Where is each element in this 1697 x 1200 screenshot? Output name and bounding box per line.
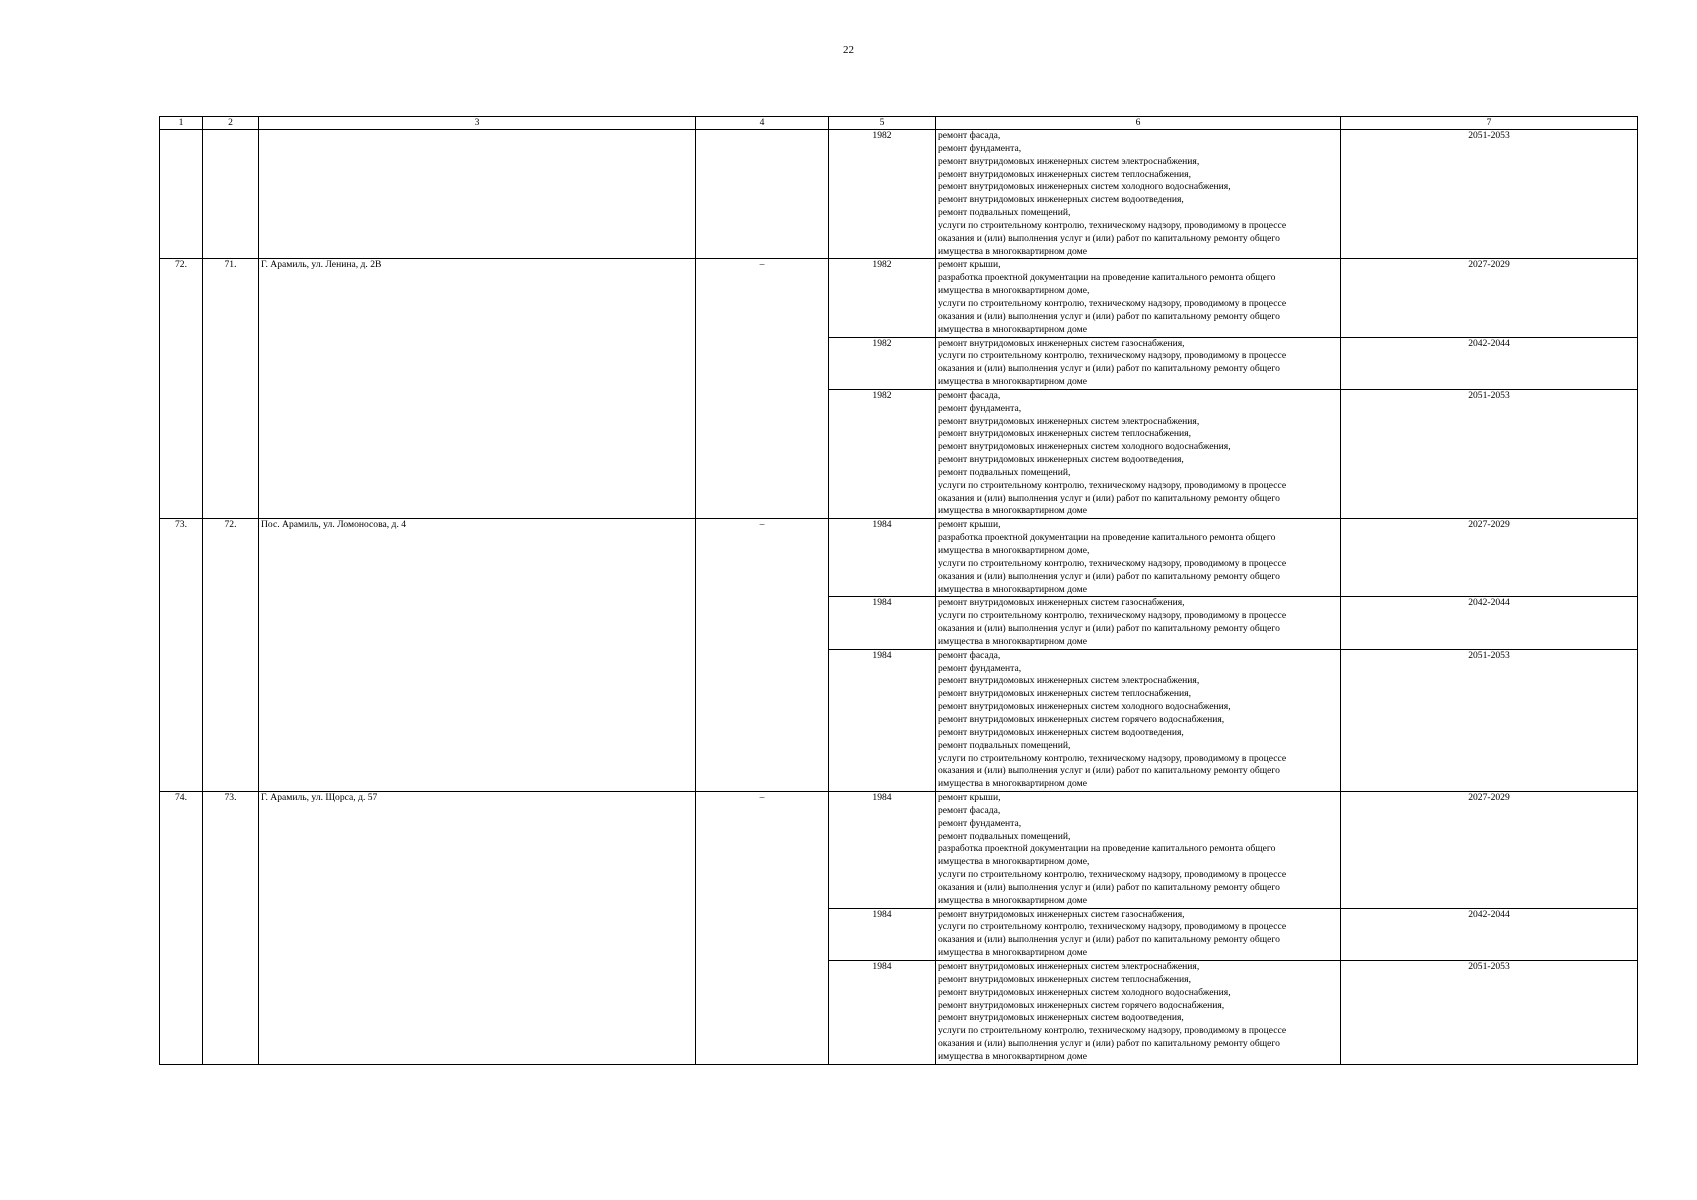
work-item: оказания и (или) выполнения услуг и (или) работ по капитальному ремонту общего — [938, 232, 1280, 244]
col4-cell: – — [696, 259, 829, 519]
column-header: 3 — [259, 117, 696, 130]
table-row — [160, 519, 1638, 597]
number-cell — [160, 130, 203, 259]
period-cell: 2042-2044 — [1341, 337, 1638, 389]
work-item: имущества в многоквартирном доме — [938, 583, 1087, 595]
work-item: ремонт внутридомовых инженерных систем теплоснабжения, — [938, 688, 1191, 700]
work-item: ремонт внутридомовых инженерных систем водоотведения, — [938, 1012, 1184, 1024]
work-item: разработка проектной документации на проведение капитального ремонта общего — [938, 272, 1276, 284]
work-item: ремонт фундамента, — [938, 662, 1022, 674]
work-item: ремонт подвальных помещений, — [938, 466, 1071, 478]
work-item: имущества в многоквартирном доме, — [938, 856, 1090, 868]
column-header: 2 — [203, 117, 259, 130]
work-item: оказания и (или) выполнения услуг и (или) работ по капитальному ремонту общего — [938, 1038, 1280, 1050]
year-cell: 1982 — [829, 389, 936, 518]
year-cell: 1984 — [829, 519, 936, 597]
work-item: оказания и (или) выполнения услуг и (или) работ по капитальному ремонту общего — [938, 934, 1280, 946]
work-item: оказания и (или) выполнения услуг и (или) работ по капитальному ремонту общего — [938, 570, 1280, 582]
work-item: ремонт внутридомовых инженерных систем газоснабжения, — [938, 908, 1185, 920]
work-item: имущества в многоквартирном доме, — [938, 285, 1090, 297]
work-item: имущества в многоквартирном доме, — [938, 545, 1090, 556]
column-number-row — [160, 117, 1638, 130]
year-cell: 1982 — [829, 130, 936, 259]
work-item: разработка проектной документации на проведение капитального ремонта общего — [938, 843, 1276, 855]
table-row — [160, 792, 1638, 909]
period-cell: 2051-2053 — [1341, 961, 1638, 1065]
work-item: ремонт внутридомовых инженерных систем водоотведения, — [938, 194, 1184, 206]
work-item: оказания и (или) выполнения услуг и (или) работ по капитальному ремонту общего — [938, 363, 1280, 375]
year-cell: 1984 — [829, 792, 936, 909]
work-item: ремонт внутридомовых инженерных систем электроснабжения, — [938, 675, 1200, 687]
period-cell: 2051-2053 — [1341, 649, 1638, 791]
work-item: оказания и (или) выполнения услуг и (или) работ по капитальному ремонту общего — [938, 623, 1280, 635]
number-cell: 72. — [160, 259, 203, 519]
work-item: ремонт крыши, — [938, 259, 1001, 271]
work-item: оказания и (или) выполнения услуг и (или) работ по капитальному ремонту общего — [938, 881, 1280, 893]
column-header: 1 — [160, 117, 203, 130]
work-item: услуги по строительному контролю, техническому надзору, проводимому в процессе — [938, 297, 1287, 309]
work-item: ремонт внутридомовых инженерных систем холодного водоснабжения, — [938, 701, 1231, 713]
work-item: ремонт фасада, — [938, 804, 1001, 816]
year-cell: 1982 — [829, 337, 936, 389]
work-item: ремонт внутридомовых инженерных систем теплоснабжения, — [938, 428, 1191, 440]
number-cell: 73. — [160, 519, 203, 792]
work-item: имущества в многоквартирном доме — [938, 778, 1087, 790]
work-item: ремонт внутридомовых инженерных систем теплоснабжения, — [938, 168, 1191, 180]
year-cell: 1984 — [829, 649, 936, 791]
works-cell — [936, 519, 1341, 597]
col4-cell — [696, 130, 829, 259]
address-cell — [259, 130, 696, 259]
work-item: ремонт внутридомовых инженерных систем горячего водоснабжения, — [938, 713, 1225, 725]
column-header: 4 — [696, 117, 829, 130]
year-cell: 1984 — [829, 961, 936, 1065]
work-item: ремонт фасада, — [938, 649, 1001, 661]
work-item: услуги по строительному контролю, техническому надзору, проводимому в процессе — [938, 752, 1287, 764]
work-item: услуги по строительному контролю, техническому надзору, проводимому в процессе — [938, 557, 1287, 569]
address-cell: Г. Арамиль, ул. Ленина, д. 2В — [259, 259, 696, 519]
period-cell: 2027-2029 — [1341, 519, 1638, 597]
works-cell — [936, 259, 1341, 337]
col4-cell: – — [696, 792, 829, 1065]
work-item: ремонт крыши, — [938, 792, 1001, 804]
works-cell — [936, 337, 1341, 389]
work-item: ремонт внутридомовых инженерных систем электроснабжения, — [938, 961, 1200, 972]
work-item: услуги по строительному контролю, техническому надзору, проводимому в процессе — [938, 219, 1287, 231]
work-item: ремонт внутридомовых инженерных систем водоотведения, — [938, 726, 1184, 738]
works-cell — [936, 908, 1341, 960]
work-item: оказания и (или) выполнения услуг и (или) работ по капитальному ремонту общего — [938, 765, 1280, 777]
work-item: ремонт подвальных помещений, — [938, 739, 1071, 751]
year-cell: 1984 — [829, 597, 936, 649]
capital-repair-table — [159, 116, 1638, 1065]
work-item: ремонт внутридомовых инженерных систем холодного водоснабжения, — [938, 441, 1231, 453]
page-number: 22 — [843, 44, 854, 56]
table-row — [160, 259, 1638, 337]
period-cell: 2051-2053 — [1341, 130, 1638, 259]
period-cell: 2051-2053 — [1341, 389, 1638, 518]
col4-cell: – — [696, 519, 829, 792]
work-item: ремонт внутридомовых инженерных систем теплоснабжения, — [938, 973, 1191, 985]
work-item: ремонт фундамента, — [938, 142, 1022, 154]
work-item: ремонт фундамента, — [938, 817, 1022, 829]
work-item: ремонт внутридомовых инженерных систем холодного водоснабжения, — [938, 181, 1231, 193]
work-item: ремонт внутридомовых инженерных систем водоотведения, — [938, 454, 1184, 466]
work-item: ремонт внутридомовых инженерных систем электроснабжения, — [938, 155, 1200, 167]
address-cell: Пос. Арамиль, ул. Ломоносова, д. 4 — [259, 519, 696, 792]
work-item: имущества в многоквартирном доме — [938, 376, 1087, 388]
works-cell — [936, 649, 1341, 791]
work-item: ремонт крыши, — [938, 519, 1001, 531]
work-item: ремонт подвальных помещений, — [938, 830, 1071, 842]
continuation-row — [160, 130, 1638, 259]
work-item: ремонт подвальных помещений, — [938, 207, 1071, 219]
index-cell — [203, 130, 259, 259]
work-item: ремонт внутридомовых инженерных систем газоснабжения, — [938, 597, 1185, 609]
work-item: имущества в многоквартирном доме — [938, 635, 1087, 647]
work-item: ремонт внутридомовых инженерных систем электроснабжения, — [938, 415, 1200, 427]
work-item: услуги по строительному контролю, техническому надзору, проводимому в процессе — [938, 610, 1287, 622]
works-cell — [936, 389, 1341, 518]
index-cell: 71. — [203, 259, 259, 519]
period-cell: 2027-2029 — [1341, 792, 1638, 909]
year-cell: 1984 — [829, 908, 936, 960]
work-item: ремонт фасада, — [938, 130, 1001, 141]
work-item: имущества в многоквартирном доме — [938, 245, 1087, 257]
work-item: имущества в многоквартирном доме — [938, 505, 1087, 517]
works-cell — [936, 130, 1341, 259]
index-cell: 73. — [203, 792, 259, 1065]
works-cell — [936, 792, 1341, 909]
work-item: услуги по строительному контролю, техническому надзору, проводимому в процессе — [938, 1025, 1287, 1037]
work-item: имущества в многоквартирном доме — [938, 894, 1087, 906]
work-item: ремонт внутридомовых инженерных систем холодного водоснабжения, — [938, 986, 1231, 998]
work-item: ремонт внутридомовых инженерных систем горячего водоснабжения, — [938, 999, 1225, 1011]
work-item: ремонт фасада, — [938, 389, 1001, 401]
year-cell: 1982 — [829, 259, 936, 337]
work-item: имущества в многоквартирном доме — [938, 947, 1087, 959]
number-cell: 74. — [160, 792, 203, 1065]
work-item: оказания и (или) выполнения услуг и (или) работ по капитальному ремонту общего — [938, 310, 1280, 322]
work-item: услуги по строительному контролю, техническому надзору, проводимому в процессе — [938, 350, 1287, 362]
column-header: 6 — [936, 117, 1341, 130]
column-header: 7 — [1341, 117, 1638, 130]
work-item: ремонт внутридомовых инженерных систем газоснабжения, — [938, 337, 1185, 349]
work-item: имущества в многоквартирном доме — [938, 323, 1087, 335]
period-cell: 2042-2044 — [1341, 597, 1638, 649]
work-item: услуги по строительному контролю, техническому надзору, проводимому в процессе — [938, 869, 1287, 881]
period-cell: 2042-2044 — [1341, 908, 1638, 960]
work-item: услуги по строительному контролю, техническому надзору, проводимому в процессе — [938, 921, 1287, 933]
works-cell — [936, 597, 1341, 649]
work-item: разработка проектной документации на проведение капитального ремонта общего — [938, 532, 1276, 544]
work-item: имущества в многоквартирном доме — [938, 1050, 1087, 1062]
work-item: оказания и (или) выполнения услуг и (или) работ по капитальному ремонту общего — [938, 492, 1280, 504]
address-cell: Г. Арамиль, ул. Щорса, д. 57 — [259, 792, 696, 1065]
works-cell — [936, 961, 1341, 1065]
period-cell: 2027-2029 — [1341, 259, 1638, 337]
column-header: 5 — [829, 117, 936, 130]
index-cell: 72. — [203, 519, 259, 792]
work-item: ремонт фундамента, — [938, 402, 1022, 414]
work-item: услуги по строительному контролю, техническому надзору, проводимому в процессе — [938, 479, 1287, 491]
